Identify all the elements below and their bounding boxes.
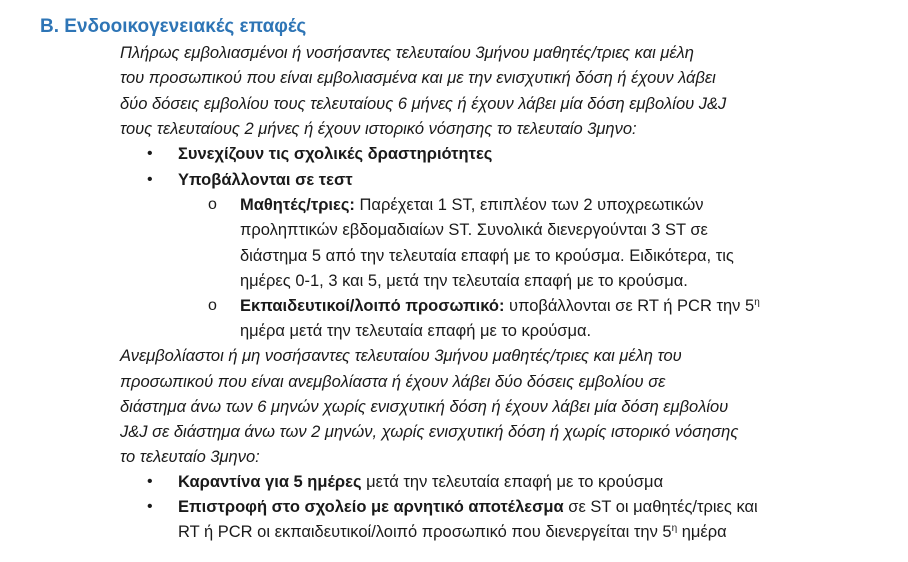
section-heading: Β. Ενδοοικογενειακές επαφές bbox=[40, 16, 307, 37]
students-testing-line-2: προληπτικών εβδομαδιαίων ST. Συνολικά διενεργούνται 3 ST σε bbox=[240, 221, 708, 239]
return-label: Επιστροφή στο σχολείο με αρνητικό αποτέλεσμα bbox=[178, 498, 564, 516]
staff-testing-text: υποβάλλονται σε RT ή PCR την 5 bbox=[504, 297, 755, 315]
superscript: η bbox=[671, 523, 678, 534]
unvaccinated-paragraph-line-5: το τελευταίο 3μηνο: bbox=[120, 448, 260, 466]
students-testing-line-1 bbox=[240, 194, 703, 216]
students-testing-text: Παρέχεται 1 ST, επιπλέον των 2 υποχρεωτικών bbox=[354, 196, 704, 214]
bullet-icon: • bbox=[147, 145, 153, 162]
quarantine-label: Καραντίνα για 5 ημέρες bbox=[178, 473, 362, 491]
students-testing-line-4: ημέρες 0-1, 3 και 5, μετά την τελευταία επαφή με το κρούσμα. bbox=[240, 272, 688, 290]
vaccinated-paragraph-line-1: Πλήρως εμβολιασμένοι ή νοσήσαντες τελευταίου 3μήνου μαθητές/τριες και μέλη bbox=[120, 44, 694, 62]
quarantine-item bbox=[178, 471, 663, 493]
vaccinated-paragraph-line-4: τους τελευταίους 2 μήνες ή έχουν ιστορικό νόσησης το τελευταίο 3μηνο: bbox=[120, 120, 637, 138]
unvaccinated-paragraph-line-4: J&J σε διάστημα άνω των 2 μηνών, χωρίς ενισχυτική δόση ή χωρίς ιστορικό νόσησης bbox=[120, 423, 739, 441]
return-to-school-line-1 bbox=[178, 496, 758, 518]
unvaccinated-paragraph-line-2: προσωπικού που είναι ανεμβολίαστα ή έχουν λάβει δύο δόσεις εμβολίου σε bbox=[120, 373, 666, 391]
continue-activities-item: Συνεχίζουν τις σχολικές δραστηριότητες bbox=[178, 145, 493, 163]
return-to-school-line-2 bbox=[178, 521, 727, 543]
staff-testing-line-1 bbox=[240, 295, 760, 317]
bullet-icon: • bbox=[147, 498, 153, 515]
students-label: Μαθητές/τριες: bbox=[240, 196, 355, 214]
vaccinated-paragraph-line-3: δύο δόσεις εμβολίου τους τελευταίους 6 μήνες ή έχουν λάβει μία δόση εμβολίου J&J bbox=[120, 95, 727, 113]
bullet-icon: • bbox=[147, 473, 153, 490]
sub-bullet-icon: o bbox=[208, 196, 217, 213]
bullet-icon: • bbox=[147, 171, 153, 188]
return-text: σε ST οι μαθητές/τριες και bbox=[563, 498, 758, 516]
testing-item: Υποβάλλονται σε τεστ bbox=[178, 171, 353, 189]
superscript: η bbox=[754, 297, 760, 308]
quarantine-text: μετά την τελευταία επαφή με το κρούσμα bbox=[361, 473, 664, 491]
staff-testing-line-2: ημέρα μετά την τελευταία επαφή με το κρούσμα. bbox=[240, 322, 592, 340]
vaccinated-paragraph-line-2: του προσωπικού που είναι εμβολιασμένα και με την ενισχυτική δόση ή έχουν λάβει bbox=[120, 69, 716, 87]
unvaccinated-paragraph-line-1: Ανεμβολίαστοι ή μη νοσήσαντες τελευταίου 3μήνου μαθητές/τριες και μέλη του bbox=[120, 347, 682, 365]
return-text-2: RT ή PCR οι εκπαιδευτικοί/λοιπό προσωπικό που διενεργείται την 5 bbox=[178, 523, 672, 541]
staff-label: Εκπαιδευτικοί/λοιπό προσωπικό: bbox=[240, 297, 505, 315]
unvaccinated-paragraph-line-3: διάστημα άνω των 6 μηνών χωρίς ενισχυτική δόση ή έχουν λάβει μία δόση εμβολίου bbox=[120, 398, 729, 416]
return-text-end: ημέρα bbox=[677, 523, 727, 541]
students-testing-line-3: διάστημα 5 από την τελευταία επαφή με το κρούσμα. Ειδικότερα, τις bbox=[240, 247, 734, 265]
sub-bullet-icon: o bbox=[208, 297, 217, 314]
